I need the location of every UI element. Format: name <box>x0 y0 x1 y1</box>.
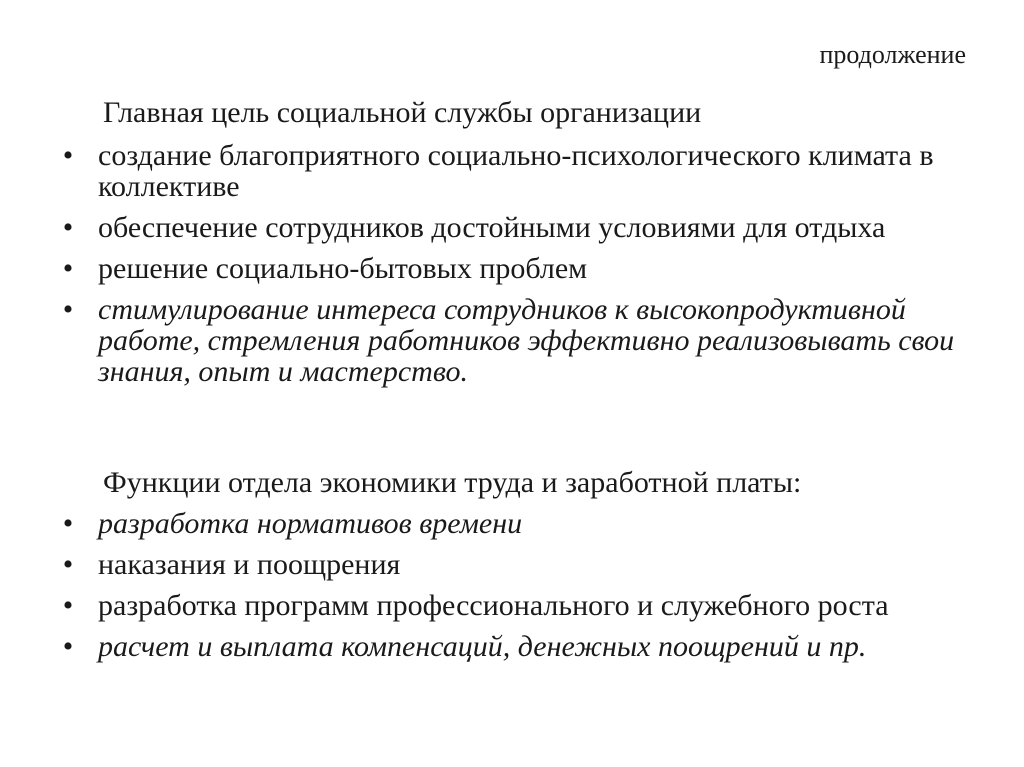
section2-bullet-item <box>58 590 958 621</box>
section2-bullet-item <box>58 549 958 580</box>
section1-bullet-item <box>58 253 958 284</box>
bullet-icon: • <box>62 507 74 540</box>
bullet-text: создание благоприятного социально-психологического климата в коллективе <box>98 139 934 203</box>
bullet-icon: • <box>62 252 74 285</box>
bullet-icon: • <box>62 548 74 581</box>
bullet-icon: • <box>62 139 74 172</box>
bullet-text: стимулирование интереса сотрудников к высокопродуктивной работе, стремления работников эффективно реализовывать свои знания, опыт и мастерство. <box>98 293 955 388</box>
section1-bullet-item <box>58 212 958 243</box>
section2-title: Функции отдела экономики труда и заработной платы: <box>103 466 802 499</box>
bullet-text: разработка программ профессионального и служебного роста <box>98 589 889 622</box>
bullet-text: расчет и выплата компенсаций, денежных поощрений и пр. <box>98 630 867 663</box>
section1-bullet-item <box>58 294 958 387</box>
bullet-text: разработка нормативов времени <box>98 507 523 540</box>
continuation-label: продолжение <box>819 40 966 69</box>
bullet-icon: • <box>62 630 74 663</box>
bullet-icon: • <box>62 293 74 326</box>
bullet-icon: • <box>62 589 74 622</box>
section2-bullet-item <box>58 631 958 662</box>
bullet-text: наказания и поощрения <box>98 548 401 581</box>
section1-bullet-item <box>58 140 958 202</box>
bullet-icon: • <box>62 211 74 244</box>
section2-bullet-list <box>58 508 958 672</box>
section1-title: Главная цель социальной службы организации <box>103 96 702 129</box>
section1-bullet-list <box>58 140 958 397</box>
section2-bullet-item <box>58 508 958 539</box>
bullet-text: решение социально-бытовых проблем <box>98 252 588 285</box>
bullet-text: обеспечение сотрудников достойными условиями для отдыха <box>98 211 886 244</box>
